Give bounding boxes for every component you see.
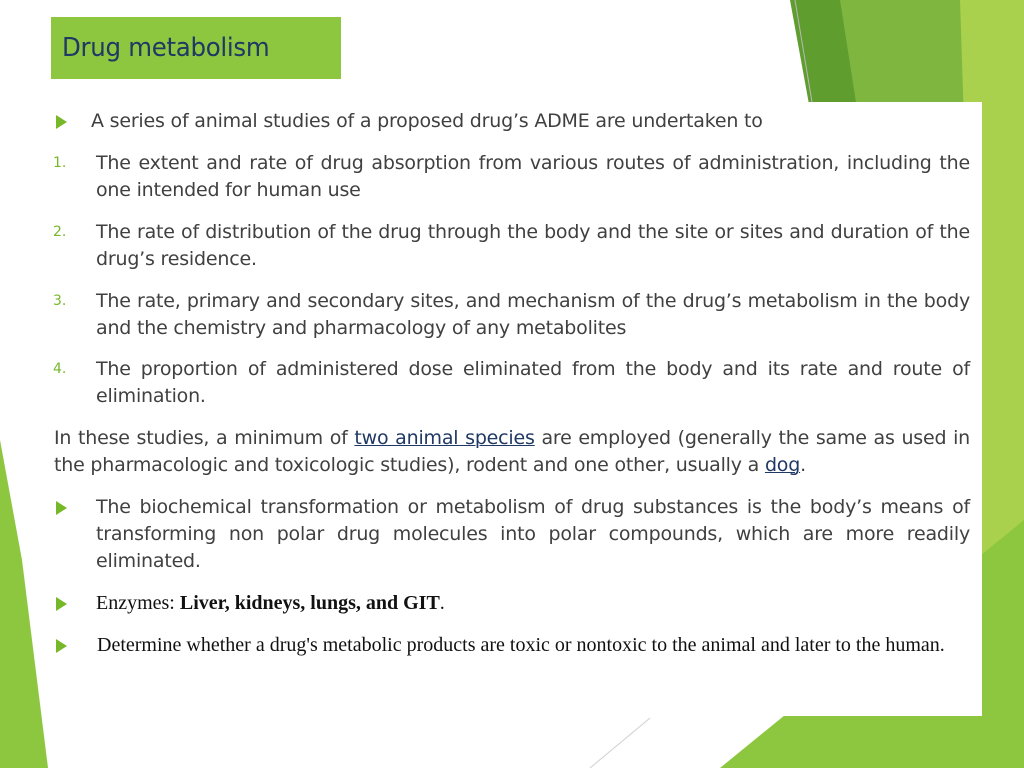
numbered-item-1 xyxy=(96,150,970,204)
page-title: Drug metabolism xyxy=(62,33,270,63)
species-text-middle: are employed (generally the same as used in the pharmacologic and toxicologic studies), rodent and one other, usually a xyxy=(54,427,971,476)
species-text-before: In these studies, a minimum of xyxy=(54,427,355,449)
number-1: 1. xyxy=(53,155,67,171)
number-3: 3. xyxy=(53,293,67,309)
numbered-item-3-text: The rate, primary and secondary sites, and mechanism of the drug’s metabolism in the body and the chemistry and pharmacology of any metabolites xyxy=(96,290,970,339)
numbered-item-3 xyxy=(96,288,970,342)
numbered-item-2-text: The rate of distribution of the drug through the body and the site or sites and duration of the drug’s residence. xyxy=(96,221,970,270)
bullet-arrow-icon xyxy=(56,597,67,611)
transformation-text: The biochemical transformation or metabolism of drug substances is the body’s means of transforming non polar drug molecules into polar compounds, which are more readily eliminated. xyxy=(96,496,970,572)
species-paragraph xyxy=(54,425,970,479)
highlight-two-animal-species: two animal species xyxy=(354,427,535,449)
intro-label: A series of animal studies of a proposed drug’s ADME are undertaken to xyxy=(91,110,763,132)
highlight-dog: dog xyxy=(764,454,801,476)
number-4: 4. xyxy=(53,361,67,377)
bullet-arrow-icon xyxy=(56,501,67,515)
enzymes-bullet xyxy=(96,590,970,617)
enzymes-end: . xyxy=(439,592,445,614)
thin-line-bottom xyxy=(590,718,650,768)
bullet-arrow-icon xyxy=(56,639,67,653)
numbered-item-2 xyxy=(96,219,970,273)
toxic-text: Determine whether a drug's metabolic products are toxic or nontoxic to the animal and later to the human. xyxy=(97,634,945,656)
number-2: 2. xyxy=(53,224,67,240)
bullet-arrow-icon xyxy=(56,115,67,129)
numbered-item-1-text: The extent and rate of drug absorption from various routes of administration, including the one intended for human use xyxy=(96,152,970,201)
green-stripe-left xyxy=(0,440,48,768)
enzymes-label: Enzymes: xyxy=(96,592,180,614)
enzymes-value: Liver, kidneys, lungs, and GIT xyxy=(179,592,440,614)
transformation-bullet xyxy=(96,494,970,575)
numbered-item-4-text: The proportion of administered dose eliminated from the body and its rate and route of elimination. xyxy=(96,358,970,407)
numbered-item-4 xyxy=(96,356,970,410)
toxic-bullet xyxy=(91,632,961,659)
intro-text xyxy=(91,108,971,135)
species-text-after: . xyxy=(800,454,806,476)
title-box xyxy=(51,17,341,79)
